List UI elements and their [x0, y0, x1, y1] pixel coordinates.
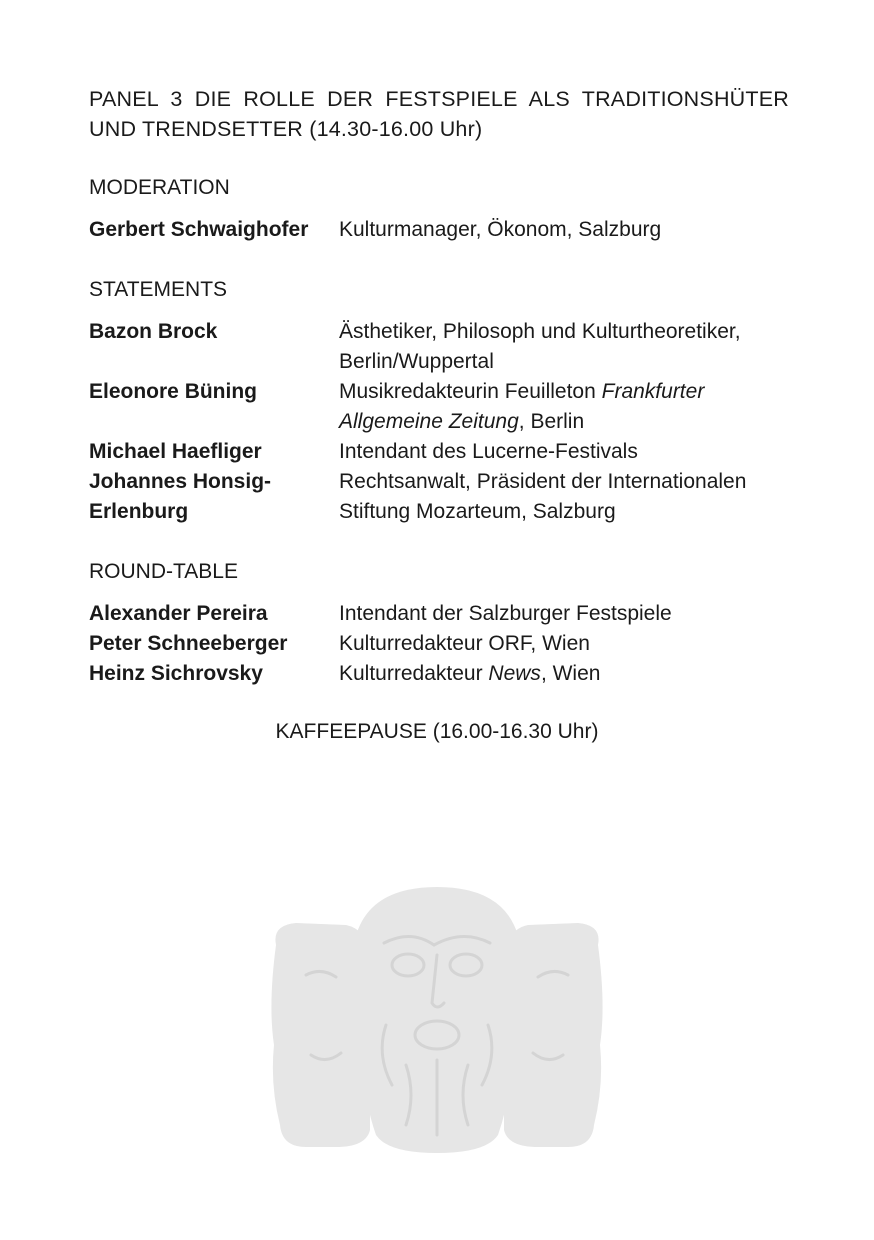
statement-row — [89, 377, 789, 437]
person-role — [339, 317, 789, 377]
role-text: , Berlin — [518, 410, 585, 433]
person-name — [89, 467, 339, 527]
round-table-heading: ROUND-TABLE — [89, 560, 238, 583]
person-name: Michael Haefliger — [89, 440, 262, 463]
person-role — [339, 377, 789, 437]
publication-name: News — [488, 662, 541, 685]
moderation-heading: MODERATION — [89, 176, 230, 199]
theatre-masks-illustration — [266, 885, 608, 1155]
statement-row — [89, 317, 789, 377]
person-name: Heinz Sichrovsky — [89, 662, 263, 685]
statement-row — [89, 467, 789, 527]
round-table-row — [89, 629, 789, 659]
person-name: Gerbert Schwaighofer — [89, 218, 309, 241]
role-text: , Wien — [540, 662, 601, 685]
person-role: Kulturredakteur ORF, Wien — [339, 632, 590, 655]
person-name: Eleonore Büning — [89, 380, 257, 403]
person-name: Bazon Brock — [89, 320, 218, 343]
round-table-row — [89, 599, 789, 629]
role-line: Stiftung Mozarteum, Salzburg — [339, 500, 616, 523]
name-line: Erlenburg — [89, 500, 189, 523]
role-line: Ästhetiker, Philosoph und Kulturtheoretiker, — [339, 320, 741, 343]
round-table-row — [89, 659, 789, 689]
person-role — [339, 659, 789, 689]
moderation-row — [89, 215, 789, 245]
role-line: Berlin/Wuppertal — [339, 350, 494, 373]
statement-row — [89, 437, 789, 467]
coffee-break-label: KAFFEEPAUSE (16.00-16.30 Uhr) — [275, 720, 599, 743]
person-role — [339, 467, 789, 527]
person-role: Intendant der Salzburger Festspiele — [339, 602, 672, 625]
person-name: Peter Schneeberger — [89, 632, 288, 655]
panel-title: PANEL 3 DIE ROLLE DER FESTSPIELE ALS TRADITIONSHÜTER UND TRENDSETTER (14.30-16.00 Uhr) — [89, 87, 789, 141]
publication-name: Allgemeine Zeitung — [339, 410, 519, 433]
publication-name: Frankfurter — [601, 380, 705, 403]
role-line: Rechtsanwalt, Präsident der Internationalen — [339, 470, 747, 493]
role-text: Kulturredakteur — [339, 662, 489, 685]
name-line: Johannes Honsig- — [89, 470, 272, 493]
person-role: Intendant des Lucerne-Festivals — [339, 440, 638, 463]
person-role: Kulturmanager, Ökonom, Salzburg — [339, 218, 662, 241]
role-text: Musikredakteurin Feuilleton — [339, 380, 602, 403]
person-name: Alexander Pereira — [89, 602, 268, 625]
program-page — [89, 84, 789, 689]
statements-heading: STATEMENTS — [89, 278, 228, 301]
